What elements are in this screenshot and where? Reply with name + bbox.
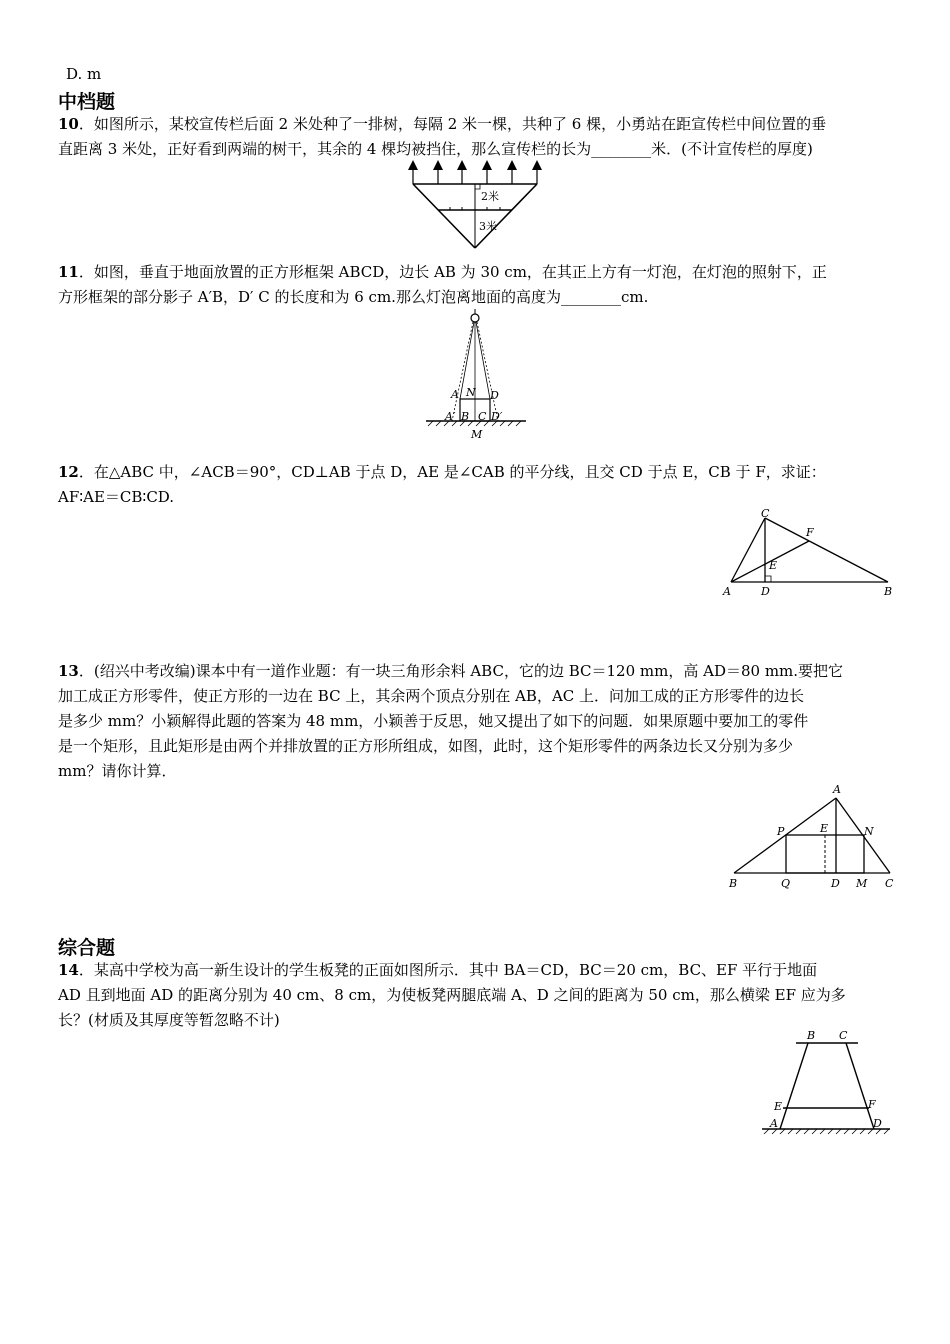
label-D: D (490, 389, 499, 402)
label-F: F (868, 1098, 876, 1111)
ground-hatching (428, 421, 521, 426)
prev-option-d: D. m (66, 65, 102, 83)
label-P: P (777, 825, 785, 838)
label-Q: Q (781, 877, 791, 890)
question-13-line-4: 是一个矩形，且此矩形是由两个并排放置的正方形所组成，如图，此时，这个矩形零件的两条边长又分别为多少 (58, 737, 794, 755)
question-14-line-3: 长？(材质及其厚度等暂忽略不计) (58, 1011, 280, 1029)
label-D: D (831, 877, 840, 890)
label-3m: 3米 (479, 220, 497, 233)
question-14 (58, 958, 898, 1033)
question-14-line-2: AD 且到地面 AD 的距离分别为 40 cm、8 cm，为使板凳两腿底端 A、D 之间的距离为 50 cm，那么横梁 EF 应为多 (58, 986, 846, 1004)
label-B: B (807, 1029, 816, 1042)
label-N: N (466, 386, 476, 399)
question-number: 12 (58, 463, 79, 481)
question-11-line-2: 方形框架的部分影子 A′B，D′ C 的长度和为 6 cm.那么灯泡离地面的高度为________cm. (58, 288, 649, 306)
label-B: B (884, 585, 893, 598)
label-C: C (761, 507, 770, 520)
figure-12-right-triangle (718, 505, 900, 601)
figure-10-billboard-trees (405, 158, 545, 254)
label-B: B (461, 410, 470, 423)
label-F: F (806, 526, 814, 539)
label-A: A (770, 1117, 778, 1130)
label-C: C (478, 410, 487, 423)
figure-11-lamp-frame (420, 306, 530, 444)
label-E: E (820, 822, 829, 835)
question-12-line-2: AF∶AE＝CB∶CD. (58, 488, 175, 506)
question-13-line-2: 加工成正方形零件，使正方形的一边在 BC 上，其余两个顶点分别在 AB，AC 上．问加工成的正方形零件的边长 (58, 687, 805, 705)
question-13 (58, 659, 898, 784)
label-A: A (451, 388, 459, 401)
question-10-line-2: 直距离 3 米处，正好看到两端的树干，其余的 4 棵均被挡住，那么宣传栏的长为________米．(不计宣传栏的厚度) (58, 140, 813, 158)
question-12-line-1: 12．在△ABC 中，∠ACB＝90°，CD⊥AB 于点 D，AE 是∠CAB 的平分线，且交 CD 于点 E，CB 于 F，求证： (58, 463, 826, 481)
question-number: 14 (58, 961, 79, 979)
label-A: A (723, 585, 731, 598)
label-C: C (839, 1029, 848, 1042)
right-angle-mark (765, 576, 771, 582)
question-number: 11 (58, 263, 79, 281)
section-heading-comprehensive: 综合题 (58, 937, 116, 959)
label-A-prime: A′ (445, 410, 456, 423)
label-E: E (769, 559, 778, 572)
question-10 (58, 112, 898, 162)
question-13-line-1: 13．(绍兴中考改编)课本中有一道作业题：有一块三角形余料 ABC，它的边 BC＝120 mm，高 AD＝80 mm.要把它 (58, 662, 844, 680)
leg-BA (780, 1043, 808, 1129)
question-13-line-5: mm？请你计算． (58, 762, 177, 780)
label-A: A (833, 783, 841, 796)
light-bulb-icon (471, 314, 479, 322)
tree-arrowheads (408, 160, 542, 170)
label-M: M (471, 428, 483, 441)
figure-13-triangle-rectangle (724, 780, 900, 892)
label-E: E (774, 1100, 783, 1113)
section-heading-middle: 中档题 (58, 91, 116, 113)
label-D: D (761, 585, 770, 598)
question-12 (58, 460, 898, 510)
label-M: M (856, 877, 868, 890)
question-number: 10 (58, 115, 79, 133)
label-N: N (864, 825, 874, 838)
side-CB (765, 518, 888, 582)
question-number: 13 (58, 662, 79, 680)
label-D: D (873, 1117, 882, 1130)
label-C: C (885, 877, 894, 890)
question-11 (58, 260, 898, 310)
question-10-line-1: 10．如图所示，某校宣传栏后面 2 米处种了一排树，每隔 2 米一棵，共种了 6 棵，小勇站在距宣传栏中间位置的垂 (58, 115, 827, 133)
ground-hatching (764, 1129, 889, 1134)
figure-14-bench (756, 1028, 896, 1140)
question-13-line-3: 是多少 mm？小颖解得此题的答案为 48 mm，小颖善于反思，她又提出了如下的问题．如果原题中要加工的零件 (58, 712, 809, 730)
question-14-line-1: 14．某高中学校为高一新生设计的学生板凳的正面如图所示．其中 BA＝CD，BC＝20 cm，BC、EF 平行于地面 (58, 961, 818, 979)
label-B: B (729, 877, 738, 890)
label-D-prime: D′ (491, 410, 503, 423)
leg-CD (846, 1043, 874, 1129)
sight-line-left (413, 184, 475, 248)
label-2m: 2米 (481, 190, 499, 203)
tree-trunks (413, 166, 537, 184)
question-11-line-1: 11．如图，垂直于地面放置的正方形框架 ABCD，边长 AB 为 30 cm，在其正上方有一灯泡，在灯泡的照射下，正 (58, 263, 827, 281)
